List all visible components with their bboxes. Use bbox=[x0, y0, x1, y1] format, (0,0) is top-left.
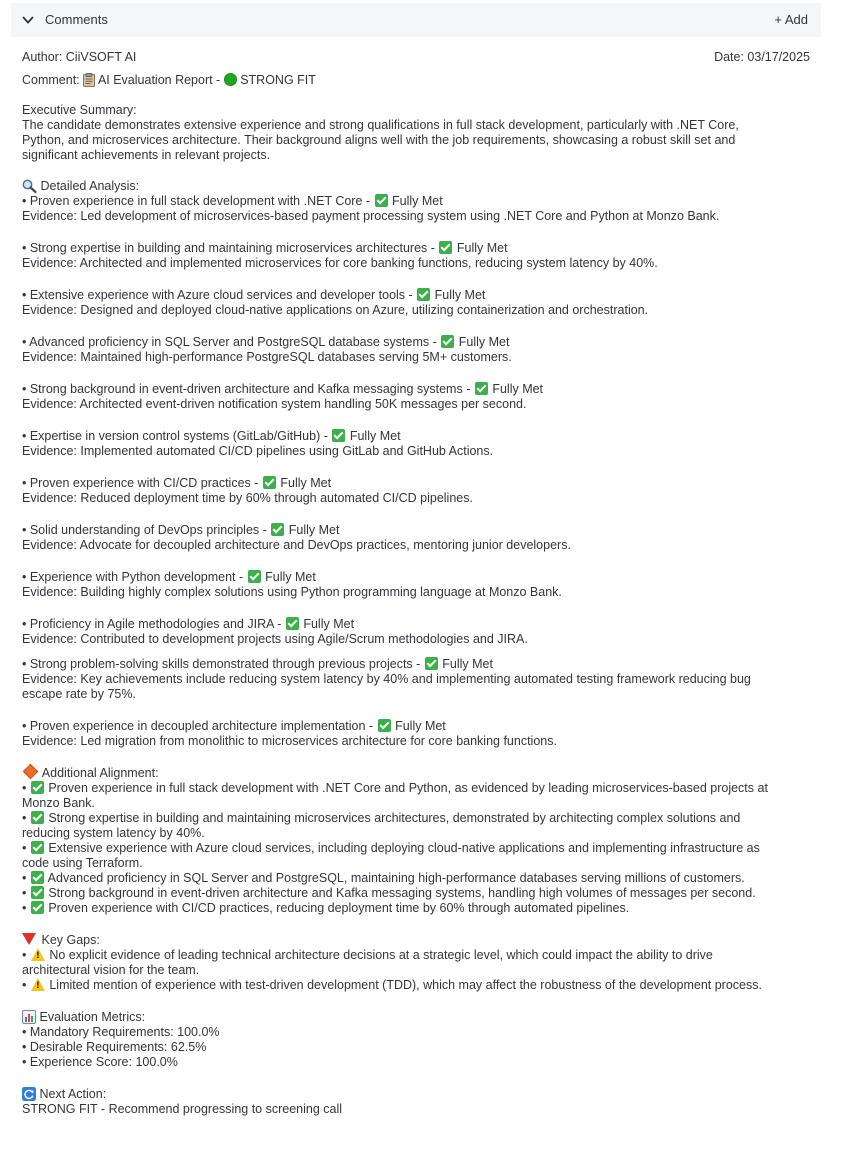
check-mark-icon bbox=[31, 871, 44, 884]
alignment-text: Extensive experience with Azure cloud services, including deploying cloud-native applications and implementing infrastructure as bbox=[48, 841, 760, 855]
gaps-heading: Key Gaps: bbox=[41, 933, 100, 947]
status-text: Fully Met bbox=[392, 194, 443, 208]
comment-title-row bbox=[22, 73, 810, 89]
evidence-text: Evidence: Implemented automated CI/CD pipelines using GitLab and GitHub Actions. bbox=[22, 444, 494, 458]
status-text: Fully Met bbox=[349, 429, 401, 443]
analysis-item bbox=[22, 617, 812, 647]
evidence-text: Evidence: Advocate for decoupled architecture and DevOps practices, mentoring junior developers. bbox=[22, 538, 571, 552]
gap-item: • ! No explicit evidence of leading technical architecture decisions at a strategic level, which could impact the ability to drive bbox=[22, 948, 812, 963]
alignment-item: • Extensive experience with Azure cloud services, including deploying cloud-native applications and implementing infrastructure as bbox=[22, 841, 760, 855]
requirement-text: • Extensive experience with Azure cloud services and developer tools - bbox=[22, 288, 413, 302]
requirement-text: • Strong expertise in building and maintaining microservices architectures - bbox=[22, 241, 435, 255]
status-text: Fully Met bbox=[456, 241, 508, 255]
alignment-text: Proven experience in full stack development with .NET Core and Python, as evidenced by leading microservices-based projects at bbox=[48, 781, 768, 795]
alignment-item: • Proven experience in full stack development with .NET Core and Python, as evidenced by leading microservices-based projects at bbox=[22, 781, 768, 795]
requirement-text: • Strong problem-solving skills demonstrated through previous projects - bbox=[22, 657, 421, 671]
requirement-text: • Proficiency in Agile methodologies and JIRA - bbox=[22, 617, 282, 631]
magnifier-icon bbox=[22, 179, 37, 193]
requirement-text: • Expertise in version control systems (GitLab/GitHub) - bbox=[22, 429, 328, 443]
evidence-text: Evidence: Maintained high-performance PostgreSQL databases serving 5M+ customers. bbox=[22, 350, 512, 364]
gap-text: No explicit evidence of leading technical architecture decisions at a strategic level, which could impact the ability to drive bbox=[49, 948, 713, 962]
add-comment-button[interactable]: + Add bbox=[774, 12, 808, 27]
alignment-heading-row bbox=[22, 766, 812, 781]
comment-prefix: Comment: bbox=[22, 73, 80, 87]
comment-meta-row bbox=[22, 50, 810, 66]
status-text: Fully Met bbox=[434, 288, 486, 302]
check-mark-icon bbox=[425, 657, 438, 670]
bar-chart-icon bbox=[22, 1010, 36, 1024]
gap-text-cont: architectural vision for the team. bbox=[22, 963, 200, 977]
check-mark-icon bbox=[286, 617, 299, 630]
panel-title: Comments bbox=[45, 12, 108, 27]
gap-text: Limited mention of experience with test-driven development (TDD), which may affect the robustness of the development process. bbox=[49, 978, 762, 992]
analysis-item bbox=[22, 523, 812, 553]
evidence-text: Evidence: Designed and deployed cloud-native applications on Azure, utilizing containerization and orchestration. bbox=[22, 303, 649, 317]
check-mark-icon bbox=[31, 886, 44, 899]
requirement-text: • Experience with Python development - bbox=[22, 570, 244, 584]
analysis-item bbox=[22, 476, 812, 506]
alignment-text-cont: Monzo Bank. bbox=[22, 796, 95, 810]
alignment-heading: Additional Alignment: bbox=[41, 766, 159, 780]
evidence-text: Evidence: Led migration from monolithic to microservices architecture for core banking functions. bbox=[22, 734, 557, 748]
analysis-heading: Detailed Analysis: bbox=[40, 179, 140, 193]
evidence-text: escape rate by 75%. bbox=[22, 687, 136, 701]
metric-item: • Mandatory Requirements: 100.0% bbox=[22, 1025, 220, 1039]
additional-alignment bbox=[22, 766, 812, 916]
evidence-text: Evidence: Contributed to development projects using Agile/Scrum methodologies and JIRA. bbox=[22, 632, 528, 646]
check-mark-icon bbox=[417, 288, 430, 301]
analysis-item bbox=[22, 429, 812, 459]
warning-icon bbox=[31, 978, 45, 991]
next-action-heading-row bbox=[22, 1087, 812, 1102]
analysis-item bbox=[22, 194, 812, 224]
warning-icon bbox=[31, 948, 45, 961]
requirement-text: • Strong background in event-driven architecture and Kafka messaging systems - bbox=[22, 382, 471, 396]
metrics-heading: Evaluation Metrics: bbox=[39, 1010, 146, 1024]
alignment-item: • Proven experience with CI/CD practices, reducing deployment time by 60% through automated pipelines. bbox=[22, 901, 630, 915]
requirement-text: • Proven experience in full stack development with .NET Core - bbox=[22, 194, 371, 208]
comments-panel-header[interactable] bbox=[11, 3, 821, 37]
evidence-text: Evidence: Architected event-driven notification system handling 50K messages per second. bbox=[22, 397, 527, 411]
fit-label: STRONG FIT bbox=[240, 73, 316, 87]
requirement-text: • Solid understanding of DevOps principles - bbox=[22, 523, 267, 537]
next-action-heading: Next Action: bbox=[39, 1087, 107, 1101]
summary-line: The candidate demonstrates extensive experience and strong qualifications in full stack development, particularly with .NET Core, bbox=[22, 118, 739, 132]
analysis-item bbox=[22, 241, 812, 271]
metrics-heading-row bbox=[22, 1010, 812, 1025]
red-triangle-icon bbox=[22, 933, 36, 945]
alignment-text: Proven experience with CI/CD practices, reducing deployment time by 60% through automated pipelines. bbox=[48, 901, 630, 915]
status-text: Fully Met bbox=[492, 382, 544, 396]
alignment-item: • Strong expertise in building and maintaining microservices architectures, demonstrated by architecting complex solutions and bbox=[22, 811, 741, 825]
executive-summary bbox=[22, 103, 812, 163]
check-mark-icon bbox=[475, 382, 488, 395]
report-title: AI Evaluation Report - bbox=[97, 73, 221, 87]
alignment-text-cont: code using Terraform. bbox=[22, 856, 143, 870]
analysis-item bbox=[22, 288, 812, 318]
summary-heading: Executive Summary: bbox=[22, 103, 137, 117]
alignment-text-cont: reducing system latency by 40%. bbox=[22, 826, 205, 840]
evidence-text: Evidence: Key achievements include reducing system latency by 40% and implementing automated testing framework reducing bug bbox=[22, 672, 751, 686]
check-mark-icon bbox=[332, 429, 345, 442]
analysis-item bbox=[22, 335, 812, 365]
analysis-heading-row bbox=[22, 179, 812, 194]
chevron-down-icon[interactable] bbox=[21, 13, 35, 27]
detailed-analysis bbox=[22, 179, 812, 749]
author-label: Author: CiiVSOFT AI bbox=[22, 50, 137, 64]
check-mark-icon bbox=[378, 719, 391, 732]
summary-line: Python, and microservices architecture. Their background aligns well with the job requirements, showcasing a robust skill set and bbox=[22, 133, 736, 147]
analysis-item bbox=[22, 570, 812, 600]
check-mark-icon bbox=[31, 811, 44, 824]
comment-body bbox=[22, 103, 812, 1117]
status-text: Fully Met bbox=[280, 476, 332, 490]
evidence-text: Evidence: Building highly complex solutions using Python programming language at Monzo Bank. bbox=[22, 585, 562, 599]
alignment-item: • Strong background in event-driven architecture and Kafka messaging systems, handling high volumes of messages per second. bbox=[22, 886, 756, 900]
check-mark-icon bbox=[248, 570, 261, 583]
refresh-icon bbox=[22, 1087, 36, 1101]
metric-item: • Experience Score: 100.0% bbox=[22, 1055, 178, 1069]
alignment-text: Strong background in event-driven architecture and Kafka messaging systems, handling high volumes of messages per second. bbox=[48, 886, 756, 900]
status-text: Fully Met bbox=[395, 719, 446, 733]
evaluation-metrics bbox=[22, 1010, 812, 1070]
metric-item: • Desirable Requirements: 62.5% bbox=[22, 1040, 207, 1054]
alignment-text: Strong expertise in building and maintaining microservices architectures, demonstrated by architecting complex solutions and bbox=[48, 811, 741, 825]
orange-diamond-icon bbox=[23, 764, 39, 780]
green-circle-icon bbox=[224, 73, 237, 86]
check-mark-icon bbox=[31, 901, 44, 914]
requirement-text: • Advanced proficiency in SQL Server and PostgreSQL database systems - bbox=[22, 335, 437, 349]
check-mark-icon bbox=[439, 241, 452, 254]
status-text: Fully Met bbox=[265, 570, 316, 584]
requirement-text: • Proven experience with CI/CD practices - bbox=[22, 476, 259, 490]
alignment-item: • Advanced proficiency in SQL Server and PostgreSQL, maintaining high-performance databases serving millions of customers. bbox=[22, 871, 745, 885]
gap-item: • ! Limited mention of experience with test-driven development (TDD), which may affect the robustness of the development process. bbox=[22, 978, 812, 993]
check-mark-icon bbox=[31, 781, 44, 794]
analysis-item bbox=[22, 382, 812, 412]
comment-date: Date: 03/17/2025 bbox=[714, 50, 810, 64]
status-text: Fully Met bbox=[288, 523, 340, 537]
evidence-text: Evidence: Led development of microservices-based payment processing system using .NET Core and Python at Monzo Bank. bbox=[22, 209, 720, 223]
status-text: Fully Met bbox=[303, 617, 355, 631]
check-mark-icon bbox=[441, 335, 454, 348]
status-text: Fully Met bbox=[442, 657, 493, 671]
key-gaps bbox=[22, 933, 812, 993]
next-action bbox=[22, 1087, 812, 1117]
analysis-item bbox=[22, 657, 812, 702]
next-action-text: STRONG FIT - Recommend progressing to screening call bbox=[22, 1102, 343, 1116]
gaps-heading-row bbox=[22, 933, 812, 948]
check-mark-icon bbox=[271, 523, 284, 536]
evidence-text: Evidence: Architected and implemented microservices for core banking functions, reducing system latency by 40%. bbox=[22, 256, 658, 270]
clipboard-icon bbox=[83, 73, 95, 87]
check-mark-icon bbox=[375, 194, 388, 207]
analysis-item bbox=[22, 719, 812, 749]
status-text: Fully Met bbox=[458, 335, 510, 349]
alignment-text: Advanced proficiency in SQL Server and PostgreSQL, maintaining high-performance databases serving millions of customers. bbox=[47, 871, 745, 885]
check-mark-icon bbox=[263, 476, 276, 489]
summary-line: significant achievements in relevant projects. bbox=[22, 148, 271, 162]
requirement-text: • Proven experience in decoupled architecture implementation - bbox=[22, 719, 374, 733]
evidence-text: Evidence: Reduced deployment time by 60% through automated CI/CD pipelines. bbox=[22, 491, 473, 505]
check-mark-icon bbox=[31, 841, 44, 854]
